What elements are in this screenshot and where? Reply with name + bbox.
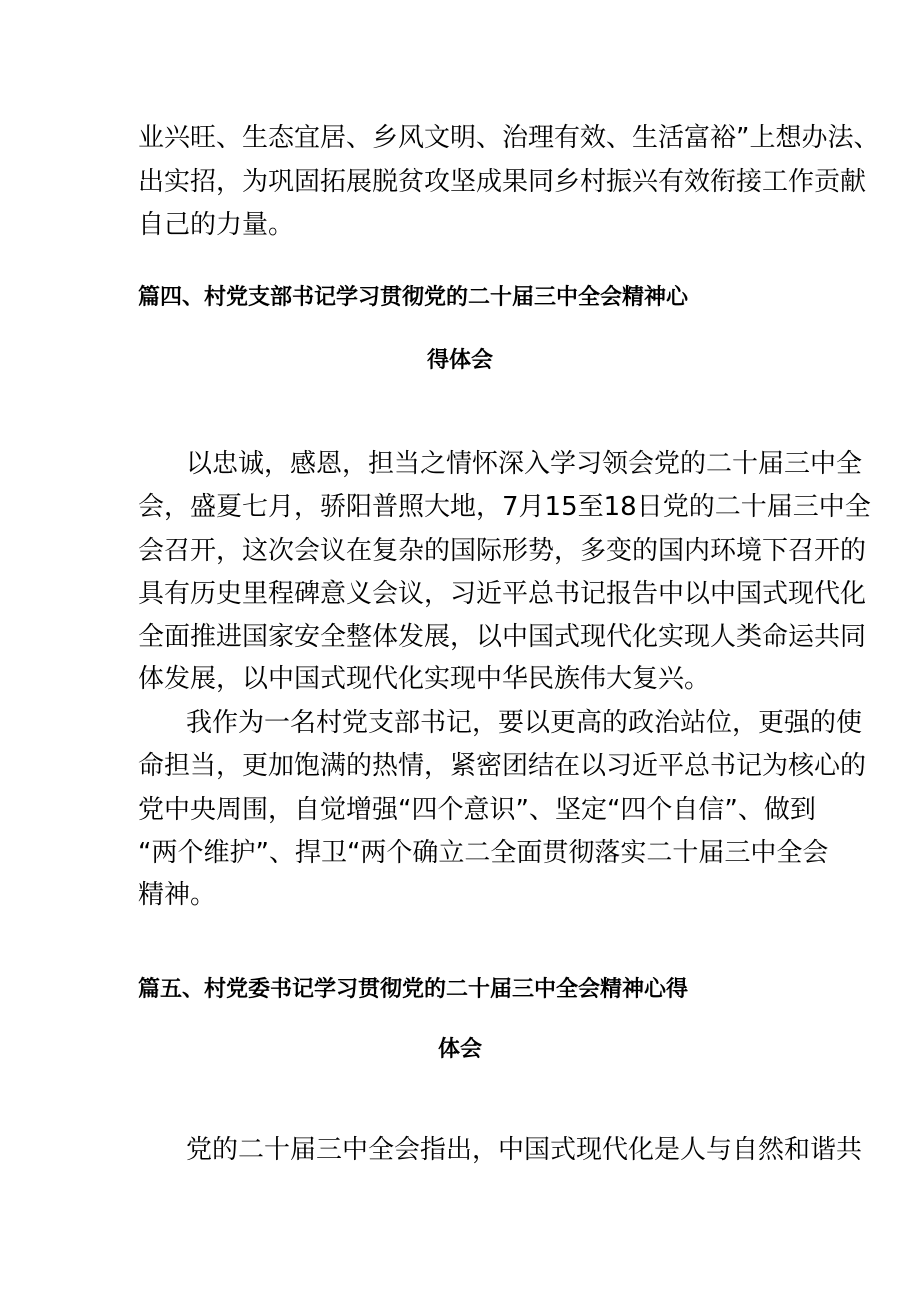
- paragraph-line: 会，盛夏七月，骄阳普照大地，7月15至18日党的二十届三中全: [138, 492, 871, 522]
- section-heading-continued: 得体会: [426, 348, 493, 373]
- paragraph-line: 以忠诚，感恩，担当之情怀深入学习领会党的二十届三中全: [186, 449, 863, 479]
- paragraph-line: 全面推进国家安全整体发展，以中国式现代化实现人类命运共同: [138, 622, 867, 652]
- section-heading-continued: 体会: [437, 1037, 482, 1062]
- paragraph-line: 我作为一名村党支部书记，要以更高的政治站位，更强的使: [186, 708, 863, 738]
- paragraph-line: 党中央周围，自觉增强“四个意识”、坚定“四个自信”、做到: [138, 795, 816, 825]
- paragraph-line: 党的二十届三中全会指出，中国式现代化是人与自然和谐共: [186, 1135, 863, 1165]
- section-heading: 篇四、村党支部书记学习贯彻党的二十届三中全会精神心: [138, 285, 689, 310]
- paragraph-line: 命担当，更加饱满的热情，紧密团结在以习近平总书记为核心的: [138, 751, 867, 781]
- paragraph-line: “两个维护”、捍卫“两个确立二全面贯彻落实二十届三中全会: [138, 838, 829, 868]
- paragraph-line: 体发展，以中国式现代化实现中华民族伟大复兴。: [138, 664, 711, 694]
- section-heading: 篇五、村党委书记学习贯彻党的二十届三中全会精神心得: [138, 977, 689, 1002]
- paragraph-line: 会召开，这次会议在复杂的国际形势，多变的国内环境下召开的: [138, 536, 867, 566]
- paragraph-line: 出实招，为巩固拓展脱贫攻坚成果同乡村振兴有效衔接工作贡献: [138, 167, 867, 197]
- paragraph-line: 自己的力量。: [138, 210, 295, 240]
- paragraph-line: 业兴旺、生态宜居、乡风文明、治理有效、生活富裕”上想办法、: [138, 123, 880, 153]
- paragraph-line: 具有历史里程碑意义会议，习近平总书记报告中以中国式现代化: [138, 579, 867, 609]
- paragraph-line: 精神。: [138, 880, 217, 910]
